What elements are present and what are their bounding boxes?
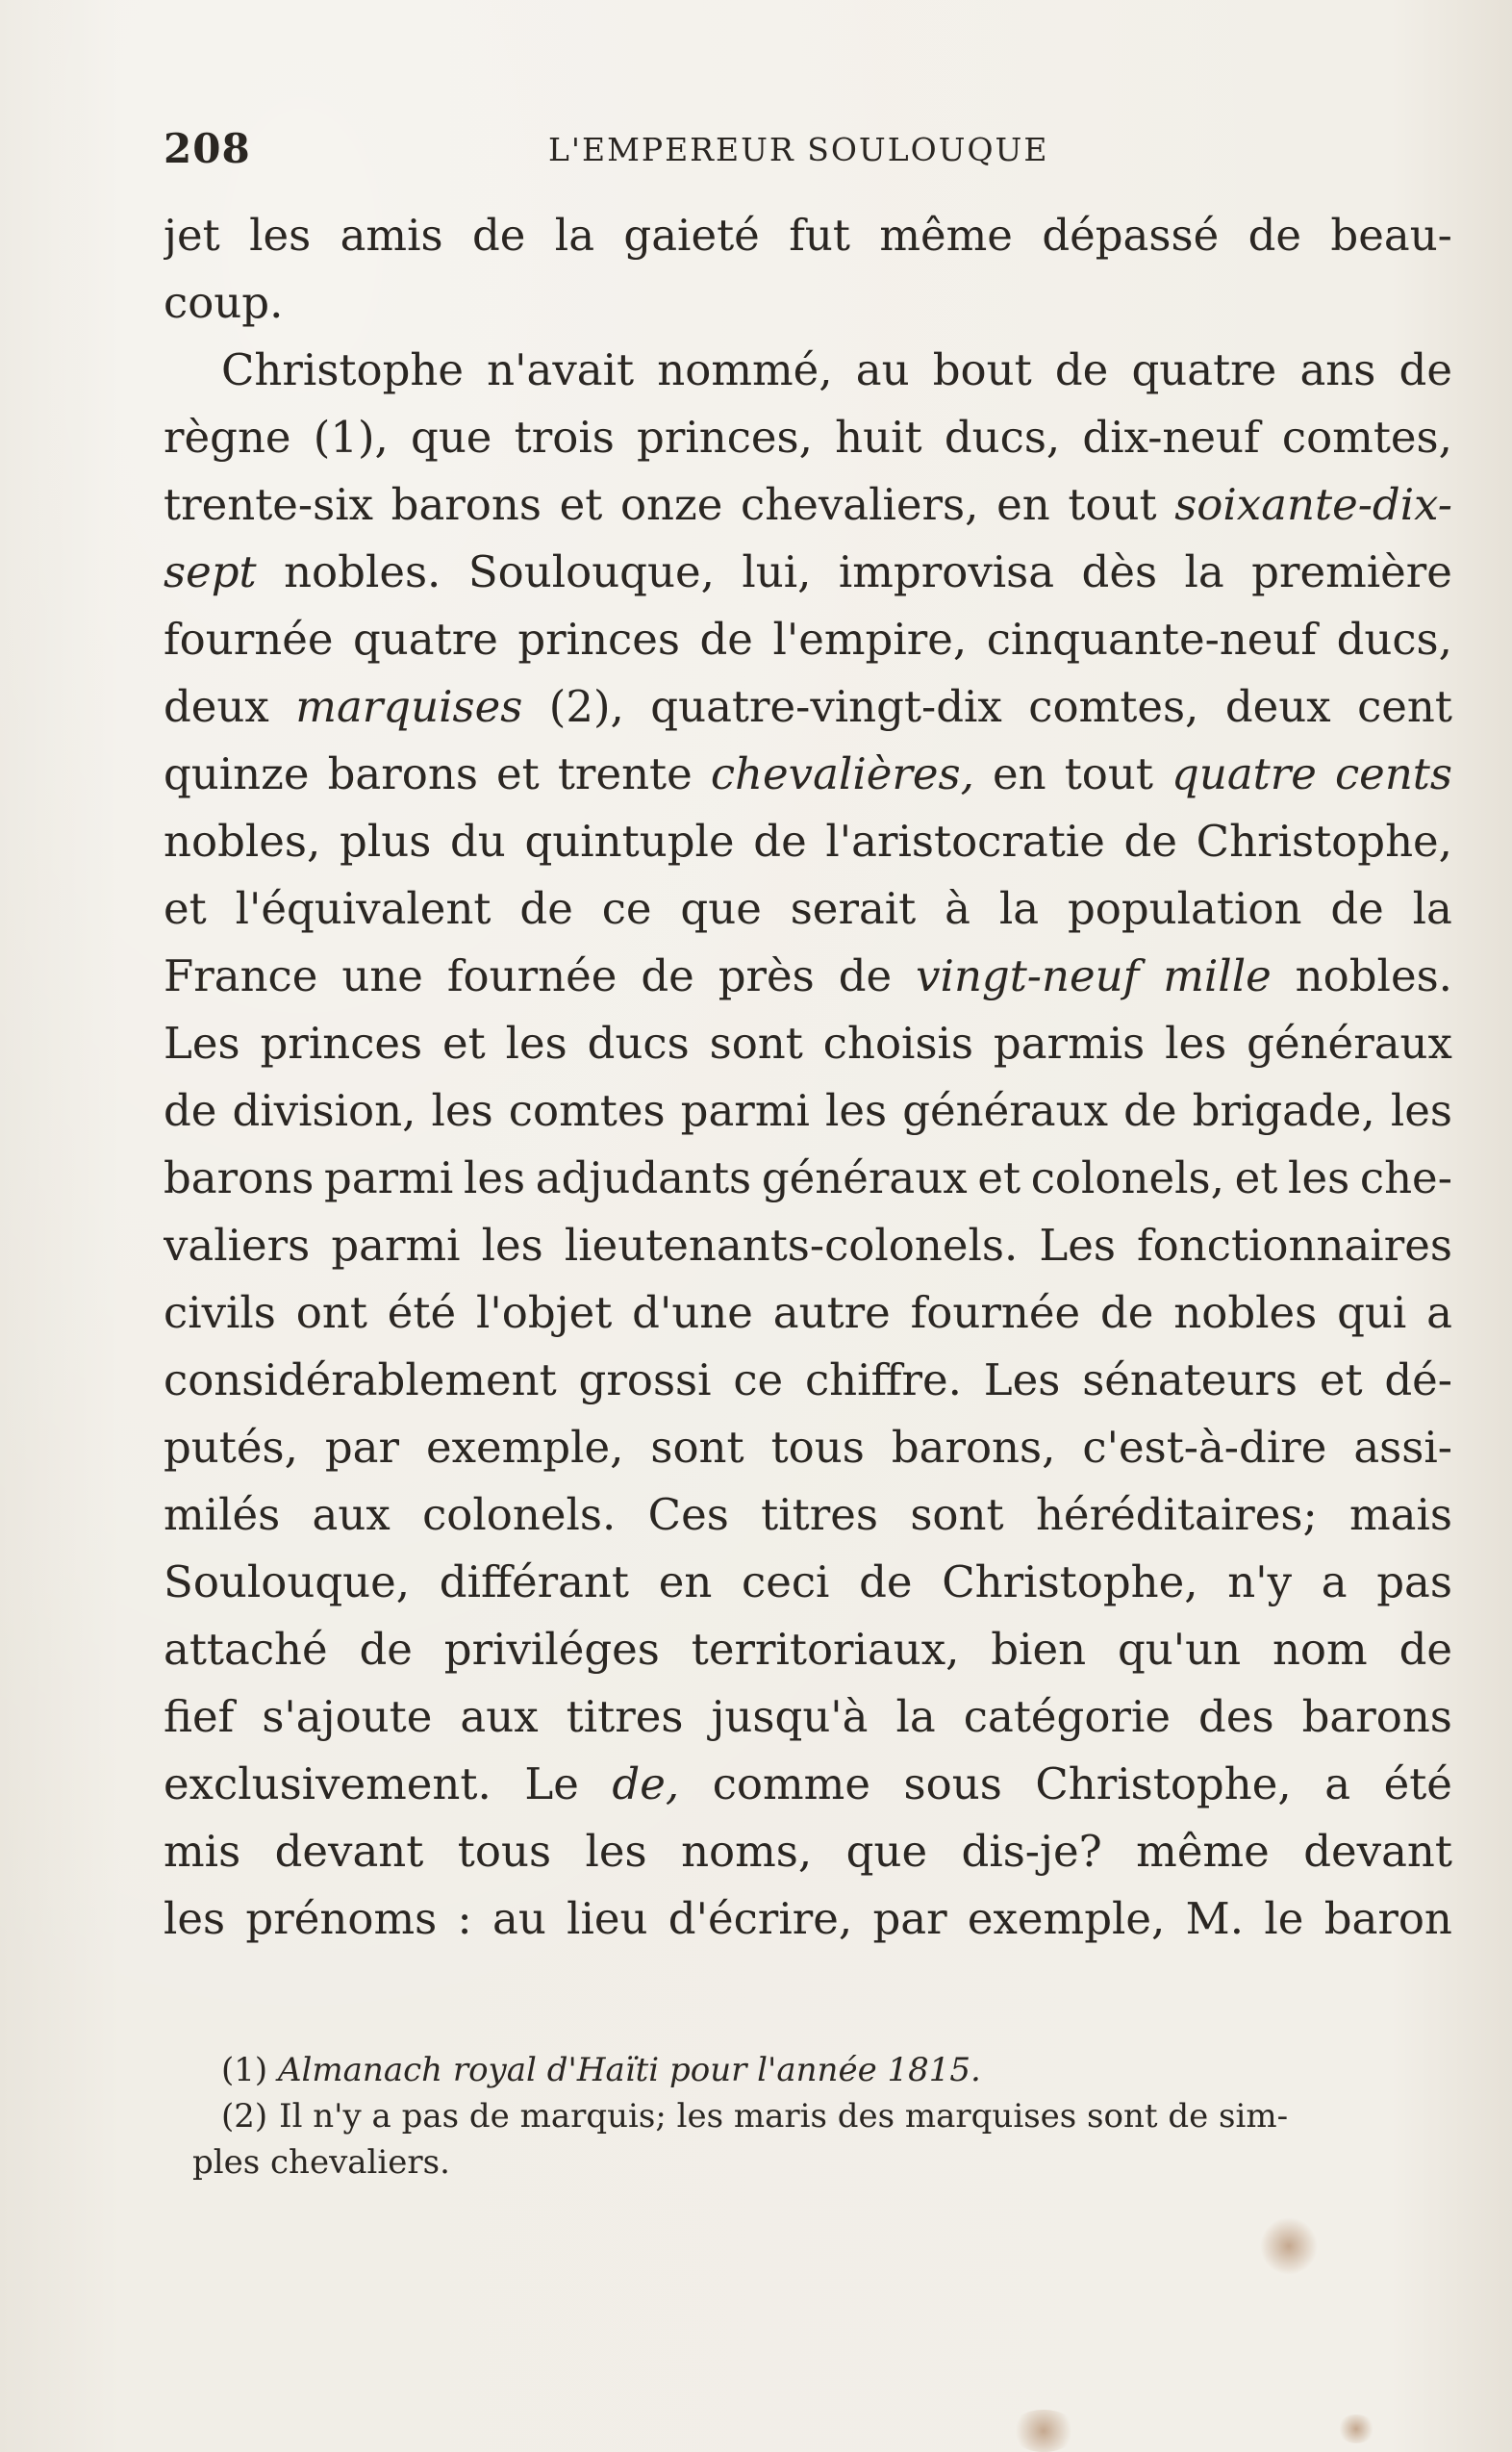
word: cents (1334, 748, 1452, 799)
word: de (753, 816, 807, 867)
word: de (1247, 210, 1302, 261)
word: aux (312, 1489, 391, 1540)
word: coup. (164, 277, 284, 328)
word: généraux (761, 1152, 968, 1203)
word: nobles (1173, 1287, 1318, 1338)
text-line (164, 1279, 1452, 1347)
word: l'empire, (772, 614, 968, 665)
word: fut (789, 210, 850, 261)
word: les (825, 1085, 888, 1136)
word: et (164, 883, 207, 934)
word: et (442, 1018, 486, 1069)
word: héréditaires; (1035, 1489, 1318, 1540)
word: les (585, 1826, 647, 1877)
word: sont (650, 1422, 744, 1473)
word: de (1123, 1085, 1177, 1136)
word: fonctionnaires (1137, 1220, 1452, 1271)
text-line (164, 1818, 1452, 1885)
word: putés, (164, 1422, 298, 1473)
word: princes (517, 614, 680, 665)
word: nobles. (284, 546, 441, 597)
footnote-2-line-2: ples chevaliers. (192, 2143, 450, 2182)
word: en (992, 748, 1046, 799)
word: Les (164, 1018, 240, 1069)
word: cent (1357, 681, 1452, 732)
word: baron (1323, 1893, 1452, 1944)
word: la (1184, 546, 1224, 597)
word: Christophe, (1035, 1758, 1292, 1809)
word: qui (1337, 1287, 1407, 1338)
word: une (341, 950, 423, 1001)
foxing-stain (1337, 2414, 1375, 2443)
word: aux (460, 1691, 539, 1742)
word: jusqu'à (711, 1691, 869, 1742)
word: dès (1081, 546, 1158, 597)
word: a (1426, 1287, 1452, 1338)
word: comtes, (1028, 681, 1199, 732)
word: et (496, 748, 540, 799)
word: au (491, 1893, 546, 1944)
footnote-1-marker: (1) (221, 2051, 268, 2089)
word: jet (164, 210, 220, 261)
word: de (519, 883, 573, 934)
word: mis (164, 1826, 241, 1877)
word: tout (1064, 748, 1153, 799)
word: quinze (164, 748, 310, 799)
word: les (463, 1152, 526, 1203)
footnote-1-text: Almanach royal d'Haïti pour l'année 1815. (277, 2051, 981, 2089)
word: soixante-dix- (1174, 479, 1452, 530)
footnote-2-marker: (2) (221, 2097, 268, 2136)
word: dix-neuf (1082, 412, 1260, 463)
word: trois (514, 412, 615, 463)
word: et (1319, 1354, 1363, 1405)
word: titres (566, 1691, 684, 1742)
word: les (481, 1220, 543, 1271)
word: tous (770, 1422, 865, 1473)
word: civils (164, 1287, 276, 1338)
word: Le (524, 1758, 579, 1809)
word: priviléges (443, 1624, 660, 1675)
text-line (164, 1347, 1452, 1414)
word: onze (619, 479, 723, 530)
word: sous (903, 1758, 1002, 1809)
footnote-1 (221, 2047, 1452, 2093)
word: que (411, 412, 492, 463)
word: parmis (993, 1018, 1146, 1069)
word: la (1412, 883, 1452, 934)
word: sept (164, 546, 257, 597)
word: vingt-neuf (916, 950, 1140, 1001)
word: grossi (578, 1354, 712, 1405)
text-line (164, 1549, 1452, 1616)
word: mais (1348, 1489, 1452, 1540)
word: n'y (1227, 1556, 1293, 1607)
word: dis-je? (961, 1826, 1102, 1877)
word: sont (709, 1018, 803, 1069)
word: les (1288, 1152, 1350, 1203)
word: de (1330, 883, 1384, 934)
word: du (450, 816, 506, 867)
word: chevalières, (710, 748, 974, 799)
word: exemple, (967, 1893, 1166, 1944)
running-title: L'EMPEREUR SOULOUQUE (548, 131, 1049, 168)
word: parmi (331, 1220, 461, 1271)
word: autre (772, 1287, 891, 1338)
word: Les (1039, 1220, 1116, 1271)
word: l'objet (475, 1287, 613, 1338)
word: lui, (742, 546, 812, 597)
word: les (1165, 1018, 1227, 1069)
word: qu'un (1117, 1624, 1242, 1675)
word: prénoms (245, 1893, 438, 1944)
text-line (164, 943, 1452, 1010)
word: princes (260, 1018, 423, 1069)
text-line (164, 1077, 1452, 1145)
word: ducs, (944, 412, 1061, 463)
word: en (996, 479, 1050, 530)
word: de (471, 210, 526, 261)
word: ce (601, 883, 652, 934)
text-line (164, 1414, 1452, 1481)
word: serait (790, 883, 917, 934)
word: de (641, 950, 694, 1001)
text-line (164, 471, 1452, 539)
word: marquises (295, 681, 523, 732)
word: improvisa (838, 546, 1055, 597)
word: trente-six (164, 479, 373, 530)
body-text (164, 202, 1452, 1953)
word: devant (1303, 1826, 1452, 1877)
word: par (872, 1893, 947, 1944)
word: quatre (353, 614, 498, 665)
foxing-stain (1010, 2410, 1077, 2452)
word: quatre-vingt-dix (650, 681, 1002, 732)
word: pas (1376, 1556, 1452, 1607)
word: que (845, 1826, 928, 1877)
word: comme (712, 1758, 870, 1809)
word: dépassé (1042, 210, 1220, 261)
word: été (1383, 1758, 1452, 1809)
footnote-2-continuation (192, 2139, 1452, 2186)
word: chevaliers, (741, 479, 979, 530)
word: gaieté (623, 210, 760, 261)
word: près (718, 950, 815, 1001)
word: princes, (637, 412, 813, 463)
word: colonels. (422, 1489, 617, 1540)
word: comtes (508, 1085, 666, 1136)
word: des (1198, 1691, 1274, 1742)
word: (1), (313, 412, 389, 463)
text-line (164, 1212, 1452, 1279)
footnotes (192, 2047, 1452, 2186)
text-line (164, 1145, 1452, 1212)
word: été (387, 1287, 457, 1338)
word: Christophe (221, 344, 465, 395)
word: fournée (164, 614, 334, 665)
word: amis (340, 210, 443, 261)
word: ont (295, 1287, 367, 1338)
word: dé- (1384, 1354, 1452, 1405)
word: valiers (164, 1220, 311, 1271)
word: les (1390, 1085, 1452, 1136)
word: comtes, (1281, 412, 1452, 463)
word: les (164, 1893, 226, 1944)
word: et (559, 479, 603, 530)
word: bout (932, 344, 1032, 395)
word: tout (1068, 479, 1157, 530)
word: ducs (587, 1018, 690, 1069)
text-line (164, 1616, 1452, 1683)
word: devant (274, 1826, 424, 1877)
word: mille (1163, 950, 1272, 1001)
text-line (164, 202, 1452, 269)
word: M. (1185, 1893, 1245, 1944)
word: exclusivement. (164, 1758, 491, 1809)
word: beau- (1330, 210, 1452, 261)
word: quintuple (524, 816, 735, 867)
footnote-2-line-1: Il n'y a pas de marquis; les maris des marquises sont de sim- (279, 2097, 1289, 2136)
word: nobles, (164, 816, 321, 867)
word: parmi (680, 1085, 810, 1136)
word: que (680, 883, 762, 934)
word: l'aristocratie (825, 816, 1105, 867)
word: même (879, 210, 1013, 261)
foxing-stain (1260, 2217, 1318, 2275)
word: fournée (446, 950, 617, 1001)
word: fournée (910, 1287, 1081, 1338)
word: colonels, (1030, 1152, 1224, 1203)
word: trente (557, 748, 693, 799)
text-line (164, 673, 1452, 741)
page-number: 208 (164, 125, 251, 172)
word: barons (327, 748, 478, 799)
word: au (855, 344, 910, 395)
word: choisis (822, 1018, 974, 1069)
word: la (998, 883, 1040, 934)
text-line (164, 875, 1452, 943)
word: quatre (1172, 748, 1317, 799)
word: les (505, 1018, 567, 1069)
text-line (164, 606, 1452, 673)
word: titres (761, 1489, 878, 1540)
word: catégorie (963, 1691, 1171, 1742)
word: Soulouque, (164, 1556, 411, 1607)
word: de (359, 1624, 413, 1675)
text-line (164, 1481, 1452, 1549)
word: barons (391, 479, 542, 530)
word: s'ajoute (262, 1691, 433, 1742)
word: Soulouque, (467, 546, 715, 597)
text-line (164, 808, 1452, 875)
word: de (1399, 344, 1452, 395)
text-line (164, 741, 1452, 808)
word: Christophe, (942, 1556, 1198, 1607)
text-line (164, 1010, 1452, 1077)
word: de, (612, 1758, 680, 1809)
word: les (249, 210, 312, 261)
word: lieutenants-colonels. (564, 1220, 1019, 1271)
word: exemple, (425, 1422, 624, 1473)
word: sénateurs (1082, 1354, 1298, 1405)
word: d'une (632, 1287, 753, 1338)
word: généraux (902, 1085, 1108, 1136)
footnote-2 (221, 2093, 1452, 2139)
word: barons (1301, 1691, 1452, 1742)
word: différant (439, 1556, 629, 1607)
word: Ces (647, 1489, 729, 1540)
word: (2), (548, 681, 624, 732)
word: parmi (324, 1152, 454, 1203)
word: n'avait (487, 344, 635, 395)
word: l'équivalent (235, 883, 491, 934)
word: tous (457, 1826, 552, 1877)
word: Les (983, 1354, 1061, 1405)
word: ans (1299, 344, 1376, 395)
word: territoriaux, (691, 1624, 960, 1675)
word: de (859, 1556, 913, 1607)
word: de (1123, 816, 1177, 867)
word: de (699, 614, 753, 665)
word: même (1136, 1826, 1270, 1877)
word: deux (1224, 681, 1331, 732)
word: population (1067, 883, 1302, 934)
word: fief (164, 1691, 235, 1742)
word: adjudants (535, 1152, 752, 1203)
word: ce (733, 1354, 784, 1405)
word: la (554, 210, 595, 261)
word: et (1234, 1152, 1278, 1203)
word: Christophe, (1196, 816, 1452, 867)
word: barons, (891, 1422, 1056, 1473)
word: et (977, 1152, 1021, 1203)
word: les (431, 1085, 493, 1136)
text-line (164, 269, 1452, 337)
word: noms, (681, 1826, 813, 1877)
word: première (1251, 546, 1452, 597)
word: attaché (164, 1624, 328, 1675)
word: nom (1272, 1624, 1368, 1675)
word: che- (1359, 1152, 1452, 1203)
word: plus (340, 816, 432, 867)
word: de (1054, 344, 1109, 395)
word: de (1399, 1624, 1452, 1675)
word: c'est-à-dire (1082, 1422, 1327, 1473)
word: la (895, 1691, 936, 1742)
text-line (164, 337, 1452, 404)
word: lieu (567, 1893, 648, 1944)
word: chiffre. (804, 1354, 962, 1405)
word: règne (164, 412, 291, 463)
text-line (164, 539, 1452, 606)
word: généraux (1247, 1018, 1452, 1069)
word: France (164, 950, 318, 1001)
word: a (1324, 1758, 1351, 1809)
word: d'écrire, (668, 1893, 853, 1944)
word: nobles. (1295, 950, 1452, 1001)
word: milés (164, 1489, 281, 1540)
word: huit (835, 412, 922, 463)
word: cinquante-neuf (986, 614, 1318, 665)
word: nommé, (657, 344, 833, 395)
text-line (164, 1683, 1452, 1751)
word: brigade, (1192, 1085, 1375, 1136)
word: de (164, 1085, 217, 1136)
word: barons (164, 1152, 315, 1203)
word: assi- (1353, 1422, 1452, 1473)
word: de (838, 950, 893, 1001)
text-line (164, 404, 1452, 471)
word: bien (991, 1624, 1087, 1675)
word: à (945, 883, 970, 934)
word: en (658, 1556, 713, 1607)
word: considérablement (164, 1354, 557, 1405)
word: deux (164, 681, 269, 732)
text-line (164, 1751, 1452, 1818)
word: ceci (742, 1556, 830, 1607)
word: : (457, 1893, 472, 1944)
word: a (1321, 1556, 1348, 1607)
word: division, (232, 1085, 416, 1136)
word: le (1264, 1893, 1304, 1944)
page-header (164, 125, 1452, 183)
word: quatre (1131, 344, 1277, 395)
word: sont (910, 1489, 1004, 1540)
word: par (324, 1422, 400, 1473)
word: de (1099, 1287, 1154, 1338)
word: ducs, (1336, 614, 1452, 665)
text-line (164, 1885, 1452, 1953)
